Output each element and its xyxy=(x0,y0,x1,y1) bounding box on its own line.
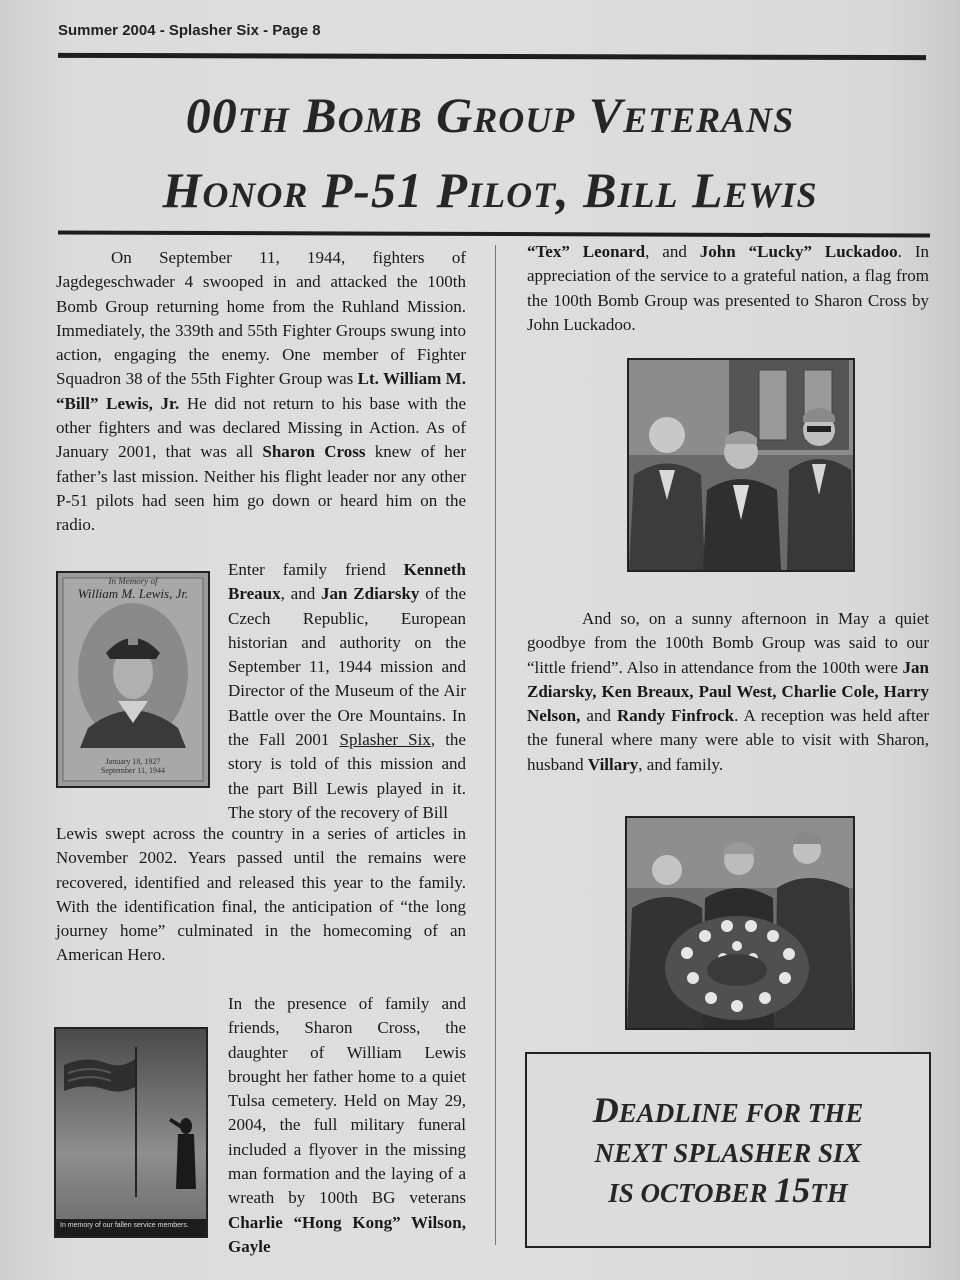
left-para-2-wrap xyxy=(228,558,466,825)
small-caps-run: ONOR xyxy=(202,175,309,215)
large-caps-run: G xyxy=(422,87,474,143)
right-para-1 xyxy=(527,240,929,337)
large-caps-run: L xyxy=(678,162,724,218)
small-caps-run: ILOT xyxy=(468,175,557,215)
portrait-name: William M. Lewis, Jr. xyxy=(77,586,189,601)
page-header: Summer 2004 - Splasher Six - Page 8 xyxy=(58,22,321,39)
name-bold: Villary xyxy=(587,754,639,774)
name-bold: “Tex” Leonard xyxy=(527,242,646,261)
name-bold: Sharon Cross xyxy=(262,442,366,462)
name-bold: Randy Finfrock xyxy=(616,706,735,726)
small-caps-run: EWIS xyxy=(723,175,818,215)
text-run: , and xyxy=(645,242,700,261)
large-caps-run: 15 xyxy=(774,1170,811,1210)
large-caps-run: B xyxy=(289,87,338,143)
veterans-image xyxy=(629,360,853,570)
wreath-photo xyxy=(625,816,855,1030)
header-rule xyxy=(58,53,926,60)
text-run: of the Czech Republic, European historian and authority on the September 11, 1944 mission and Director of the Museum of the Air Battle over the Ore Mountains. In the Fall 2001 xyxy=(228,584,466,750)
large-caps-run: H xyxy=(162,162,203,218)
small-caps-run: EADLINE FOR THE xyxy=(618,1098,864,1128)
name-bold: Charlie “Hong Kong” Wilson, Gayle xyxy=(228,1212,466,1256)
text-run: , and xyxy=(280,584,322,604)
name-bold: Kenneth Breaux xyxy=(228,560,466,604)
small-caps-run: ILL xyxy=(617,175,679,215)
name-bold: Jan Zdiarsky xyxy=(321,584,420,604)
small-caps-run: NEXT SPLASHER SIX xyxy=(594,1138,862,1168)
large-caps-run: V xyxy=(575,87,624,143)
large-caps-run: 00 xyxy=(185,87,238,143)
birth-date: January 18, 1927 xyxy=(105,757,161,766)
name-bold: Lt. William M. “Bill” Lewis, Jr. xyxy=(56,369,466,413)
text-run: On September 11, 1944, fighters of Jagdegeschwader 4 swooped in and attacked the 100th Bomb Group returning home from the Ruhland Mission. Immediately, the 339th and 55th Fighter Groups swung into action, engaging the enemy. One member of Fighter Squadron 38 of the 55th Fighter Group was xyxy=(56,248,466,389)
column-divider xyxy=(495,245,496,1245)
flag-salute-photo xyxy=(54,1027,208,1238)
large-caps-run: P-51 P xyxy=(308,162,469,218)
name-bold: John “Lucky” Luckadoo xyxy=(699,242,898,261)
deadline-line-1 xyxy=(527,1092,929,1132)
text-run: , and family. xyxy=(638,754,724,774)
deadline-line-3 xyxy=(527,1172,929,1212)
deadline-notice-box xyxy=(525,1052,931,1248)
large-caps-run: D xyxy=(592,1090,619,1130)
portrait-caption-top: In Memory of xyxy=(108,576,158,586)
small-caps-run: IS OCTOBER xyxy=(608,1178,775,1208)
veterans-group-photo xyxy=(627,358,855,572)
title-line-1 xyxy=(60,80,920,155)
memorial-portrait-photo xyxy=(56,571,210,788)
flag-image xyxy=(56,1029,206,1236)
publication-title: Splasher Six xyxy=(339,730,431,750)
small-caps-run: TH xyxy=(810,1178,848,1208)
text-run: He did not return to his base with the other fighters and was declared Missing in Action. As of January 2001, that was all xyxy=(56,393,466,462)
title-line-2 xyxy=(60,155,920,230)
text-run: In the presence of family and friends, Sharon Cross, the daughter of William Lewis brought her father home to a quiet Tulsa cemetery. Held on May 29, 2004, the full military funeral included a flyover in the missing man formation and the laying of a wreath by 100th BG veterans xyxy=(228,994,466,1208)
left-para-3-wrap xyxy=(228,992,466,1259)
text-run: . In appreciation of the service to a grateful nation, a flag from the 100th Bomb Group was presented to Sharon Cross by John Luckadoo. xyxy=(527,242,929,334)
name-bold: Jan Zdiarsky, Ken Breaux, Paul West, Charlie Cole, Harry Nelson, xyxy=(527,657,929,726)
title-rule xyxy=(58,230,930,237)
portrait-dates xyxy=(58,757,208,775)
small-caps-run: OMB xyxy=(337,100,423,140)
flag-photo-caption: In memory of our fallen service members. xyxy=(60,1222,189,1229)
deadline-line-2 xyxy=(527,1132,929,1172)
text-run: And so, on a sunny afternoon in May a quiet goodbye from the 100th Bomb Group was said to our “little friend”. Also in attendance from the 100th were xyxy=(527,609,929,677)
right-para-2 xyxy=(527,607,929,777)
large-caps-run: , B xyxy=(556,162,618,218)
deadline-notice xyxy=(527,1092,929,1212)
text-run: , the story is told of this mission and the part Bill Lewis played in it. The story of the recovery of Bill xyxy=(228,730,466,822)
text-run: . A reception was held after the funeral where many were able to visit with Sharon, husband xyxy=(527,706,929,774)
wreath-image xyxy=(627,818,853,1028)
text-run: Enter family friend xyxy=(228,560,404,579)
death-date: September 11, 1944 xyxy=(101,766,165,775)
small-caps-run: ROUP xyxy=(473,100,576,140)
small-caps-run: ETERANS xyxy=(623,100,795,140)
small-caps-run: TH xyxy=(237,100,290,140)
portrait-image xyxy=(58,573,208,786)
text-run: knew of her father’s last mission. Neither his flight leader nor any other P-51 pilots had seen him go down or heard him on the radio. xyxy=(56,442,466,535)
text-run: and xyxy=(580,706,617,726)
left-para-2-full: Lewis swept across the country in a series of articles in November 2002. Years passed until the remains were recovered, identified and released this year to the family. With the identification final, the anticipation of “the long journey home” culminated in the homecoming of an American Hero. xyxy=(56,824,466,965)
article-title xyxy=(60,80,920,230)
left-para-1 xyxy=(56,246,466,538)
